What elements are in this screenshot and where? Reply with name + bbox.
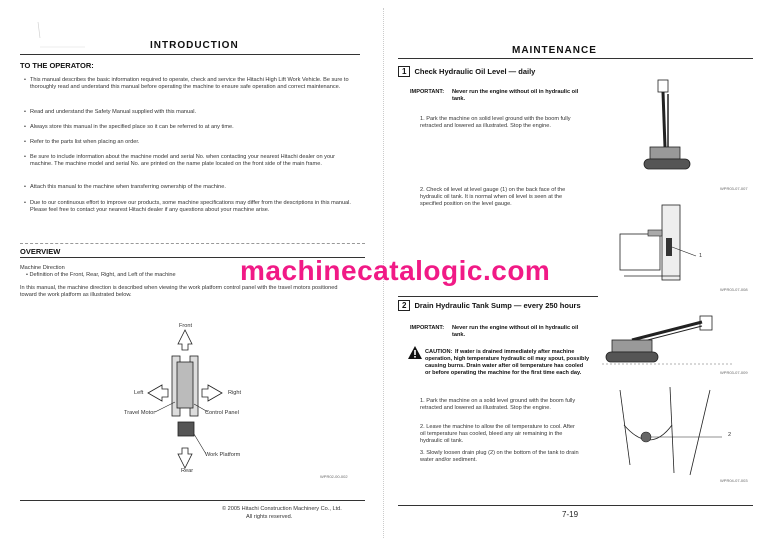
operator-bullet-5: • Be sure to include information about the machine model and serial No. when contacting your nearest Hitachi dealer on your machine. The machine model and serial No. are printed on the name plate located on the front side of the main frame. [30,154,355,168]
fig2-oil-tank [620,200,740,285]
operator-bullet-1: • This manual describes the basic information required to operate, check and service the Hitachi High Lift Work Vehicle. Be sure to thoroughly read and understand this manual before operating the machine to ensure safe operation and correct maintenance. [30,77,355,91]
fig4-callout-2: 2 [728,432,732,438]
watermark-text: machinecatalogic.com [240,255,551,286]
left-header-rule [20,54,360,55]
fig1-code: WPR03-07-007 [720,186,748,191]
operator-bullet-6: • Attach this manual to the machine when transferring ownership of the machine. [30,184,355,191]
copyright-text: © 2005 Hitachi Construction Machinery Co., Ltd. [222,506,342,512]
overview-top-rule [20,243,365,244]
page-number: 7-19 [562,510,579,519]
operator-bullet-3: • Always store this manual in the specified place so it can be referred to at any time. [30,124,355,131]
fig3-code: WPR03-07-009 [720,370,748,375]
right-page-header: MAINTENANCE [512,45,597,56]
fig4-code: WPR04-07-003 [720,478,748,483]
to-operator-title: TO THE OPERATOR: [20,61,94,70]
item2-important-label: IMPORTANT: [410,325,445,331]
fig1-machine-illustration [620,72,740,182]
fig4-drain-plug [610,385,740,480]
machine-direction-label: Machine Direction [20,265,65,271]
machine-direction-diagram [120,330,290,470]
item2-step-1: 1. Park the machine on a solid level ground with the boom fully retracted and lowered as illustrated. Stop the engine. [420,398,576,411]
rights-text: All rights reserved. [246,514,293,520]
item2-title: Drain Hydraulic Tank Sump — every 250 hours [414,301,581,310]
right-footer-rule [398,505,753,506]
item1-important-label: IMPORTANT: [410,89,445,95]
caution-label: CAUTION: [425,349,453,355]
left-arrow [148,385,168,401]
margin-mark [30,12,90,52]
operator-bullet-7: • Due to our continuous effort to improve our products, some machine specifications may differ from the descriptions in this manual. Please feel free to contact your nearest Hitachi dealer if any questions about your machine arise. [30,200,355,214]
item2-separator [398,296,598,297]
diagram-rear-label: Rear [181,468,194,474]
work-platform-shape [178,422,194,436]
item1-important-text: Never run the engine without oil in hydraulic oil tank. [452,89,579,102]
caution-warning-icon [408,346,422,359]
diagram-travel-motor-label: Travel Motor [124,410,156,416]
item2-number: 2 [398,300,410,311]
diagram-front-label: Front [179,323,193,329]
operator-bullet-4: • Refer to the parts list when placing an order. [30,139,355,146]
diagram-left-label: Left [134,390,144,396]
diagram-figure-code: WPR02-00-002 [320,474,348,479]
item1-number: 1 [398,66,410,77]
fig3-machine-illustration [602,310,747,370]
direction-description: In this manual, the machine direction is described when viewing the work platform control panel with the travel motors positioned toward the work platform as illustrated below. [20,285,338,298]
item2-title-row [398,300,581,311]
left-footer-rule [20,500,365,501]
item2-important-text: Never run the engine without oil in hydraulic oil tank. [452,325,579,338]
machine-body [177,362,193,408]
rear-arrow [178,448,192,468]
fig2-callout-1: 1 [699,253,703,259]
overview-title: OVERVIEW [20,247,61,256]
work-platform-leader [194,434,206,454]
diagram-work-platform-label: Work Platform [205,452,241,458]
item1-title-row [398,66,535,77]
item1-title: Check Hydraulic Oil Level — daily [414,67,536,76]
diagram-right-label: Right [228,390,242,396]
right-header-rule [398,58,753,59]
operator-bullet-2: • Read and understand the Safety Manual supplied with this manual. [30,109,355,116]
left-page-header: INTRODUCTION [150,40,239,51]
right-arrow [202,385,222,401]
item2-step-2: 2. Leave the machine to allow the oil temperature to cool. After oil temperature has cooled, bleed any air remaining in the hydraulic oil tank. [420,424,575,444]
fig2-code: WPR03-07-008 [720,287,748,292]
item1-step-2: 2. Check oil level at level gauge (1) on the back face of the hydraulic oil tank. It is normal when oil level is seen at the specified position on the level gauge. [420,187,566,207]
direction-definition: • Definition of the Front, Rear, Right, and Left of the machine [26,272,176,278]
item1-step-1: 1. Park the machine on solid level ground with the boom fully retracted and lowered as illustrated. Stop the engine. [420,116,571,129]
item2-step-3: 3. Slowly loosen drain plug (2) on the bottom of the tank to drain water and/or sediment. [420,450,579,463]
front-arrow [178,330,192,350]
caution-text: If water is drained immediately after machine operation, high temperature hydraulic oil may spout, possibly causing burns. Drain water after oil temperature has cooled or before operating the machine for the first time each day. [425,349,590,376]
diagram-control-panel-label: Control Panel [205,410,239,416]
